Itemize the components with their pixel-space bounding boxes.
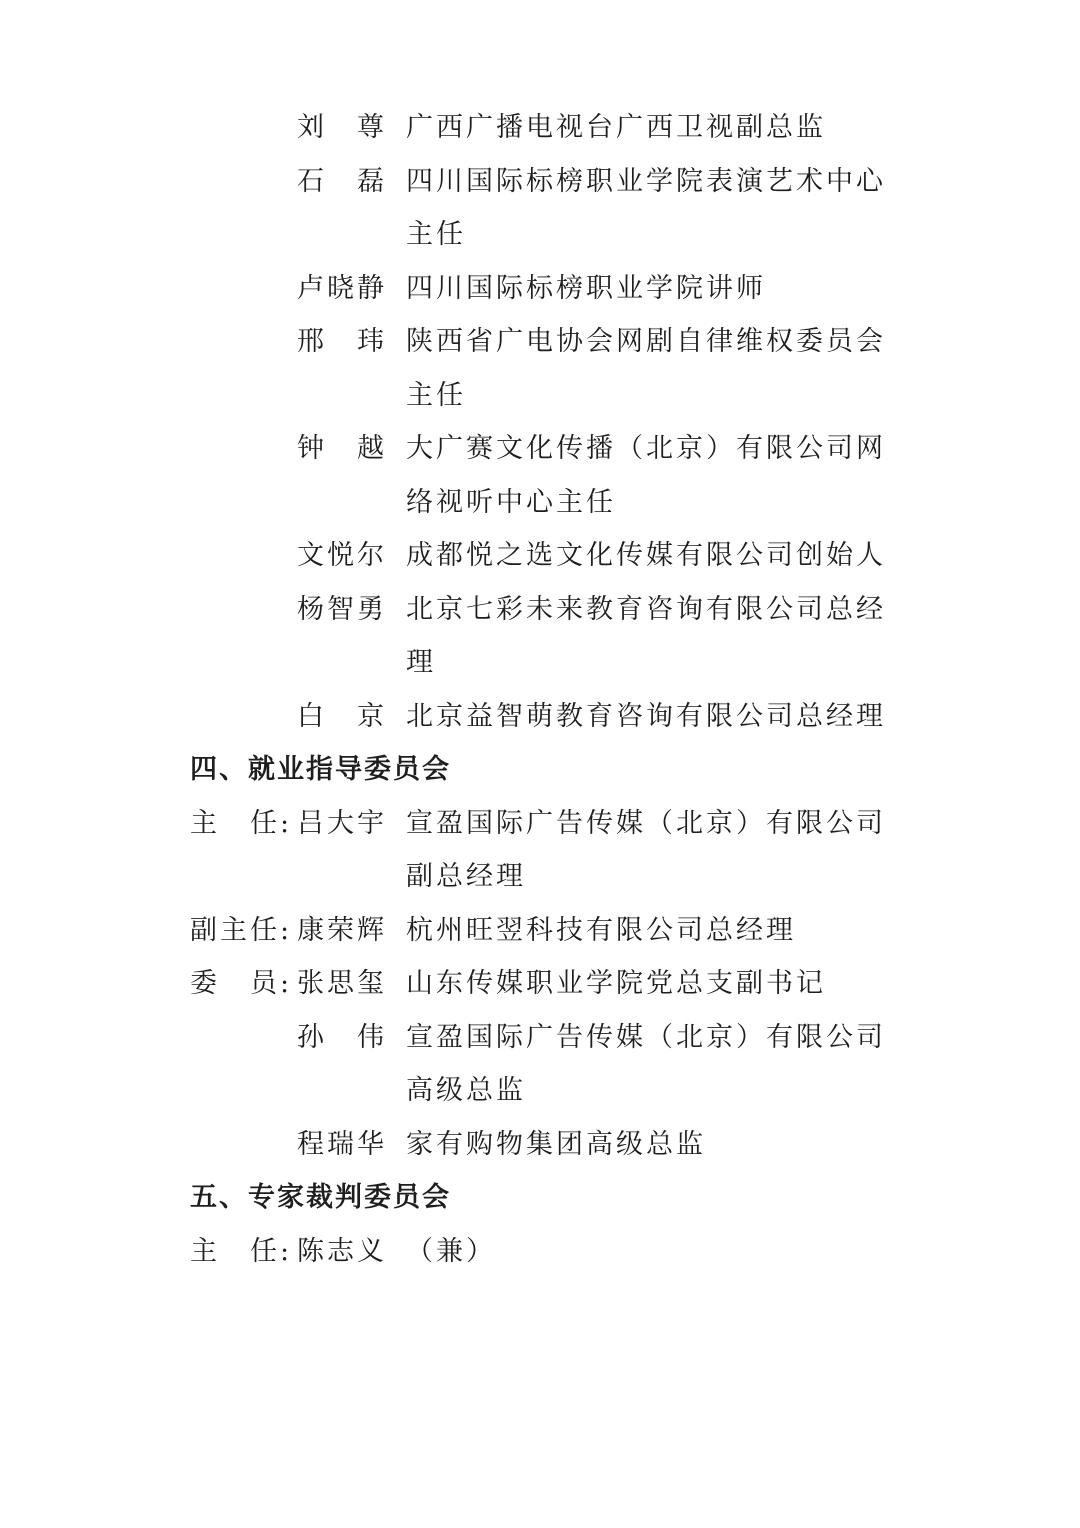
member-name: 石 磊	[297, 165, 387, 197]
member-row	[0, 155, 1080, 209]
member-title: 宣盈国际广告传媒（北京）有限公司	[406, 807, 886, 839]
member-row	[0, 1011, 1080, 1065]
role-spacer	[190, 1011, 297, 1065]
role-spacer	[190, 583, 297, 637]
member-role: 副主任:	[190, 914, 293, 946]
member-name: 杨智勇	[297, 593, 387, 625]
name-spacer	[297, 476, 406, 530]
section-heading	[0, 1171, 1080, 1225]
role-spacer	[190, 1118, 297, 1172]
member-name: 张思玺	[297, 968, 387, 999]
role-spacer	[190, 690, 297, 744]
member-row	[0, 690, 1080, 744]
member-title: 北京益智萌教育咨询有限公司总经理	[406, 700, 886, 732]
role-spacer	[190, 636, 297, 690]
member-name: 文悦尔	[297, 540, 387, 571]
member-title: 理	[406, 647, 436, 678]
member-role: 主 任:	[190, 807, 293, 839]
member-row	[0, 1225, 1080, 1279]
name-spacer	[297, 369, 406, 423]
role-spacer	[190, 208, 297, 262]
member-row	[0, 101, 1080, 155]
member-title-continuation	[0, 369, 1080, 423]
role-spacer	[190, 476, 297, 530]
member-title-continuation	[0, 476, 1080, 530]
member-name: 卢晓静	[297, 272, 387, 304]
role-spacer	[190, 529, 297, 583]
member-row	[0, 904, 1080, 958]
member-title: 山东传媒职业学院党总支副书记	[406, 968, 826, 999]
role-spacer	[190, 315, 297, 369]
member-row	[0, 1118, 1080, 1172]
section-4-heading: 四、就业指导委员会	[190, 754, 451, 785]
role-spacer	[190, 369, 297, 423]
member-title: 络视听中心主任	[406, 486, 616, 518]
name-spacer	[297, 636, 406, 690]
member-title: 家有购物集团高级总监	[406, 1128, 706, 1160]
member-row	[0, 797, 1080, 851]
member-title-continuation	[0, 850, 1080, 904]
role-spacer	[190, 155, 297, 209]
member-name: 陈志义	[297, 1235, 387, 1267]
member-title: 宣盈国际广告传媒（北京）有限公司	[406, 1021, 886, 1053]
section-heading	[0, 743, 1080, 797]
role-spacer	[190, 101, 297, 155]
member-row	[0, 262, 1080, 316]
member-name: 白 京	[297, 700, 387, 732]
member-title: 四川国际标榜职业学院表演艺术中心	[406, 165, 886, 197]
member-role: 主 任:	[190, 1235, 293, 1267]
member-title: 大广赛文化传播（北京）有限公司网	[406, 433, 886, 464]
member-title: 广西广播电视台广西卫视副总监	[406, 112, 826, 143]
member-name: 吕大宇	[297, 807, 387, 839]
member-row	[0, 957, 1080, 1011]
member-title: 成都悦之选文化传媒有限公司创始人	[406, 540, 886, 571]
member-title: 陕西省广电协会网剧自律维权委员会	[406, 326, 886, 357]
member-title-continuation	[0, 636, 1080, 690]
member-name: 邢 玮	[297, 326, 387, 357]
member-title: 四川国际标榜职业学院讲师	[406, 272, 766, 304]
member-name: 程瑞华	[297, 1128, 387, 1160]
member-title: 高级总监	[406, 1075, 526, 1106]
member-title-continuation	[0, 208, 1080, 262]
member-title: 主任	[406, 219, 466, 250]
member-list	[0, 101, 1080, 1278]
member-name: 康荣辉	[297, 914, 387, 946]
name-spacer	[297, 208, 406, 262]
member-row	[0, 315, 1080, 369]
role-spacer	[190, 422, 297, 476]
member-row	[0, 422, 1080, 476]
member-title: 北京七彩未来教育咨询有限公司总经	[406, 593, 886, 625]
member-role: 委 员:	[190, 968, 293, 999]
member-title-continuation	[0, 1064, 1080, 1118]
role-spacer	[190, 262, 297, 316]
name-spacer	[297, 850, 406, 904]
member-name: 钟 越	[297, 433, 387, 464]
role-spacer	[190, 850, 297, 904]
name-spacer	[297, 1064, 406, 1118]
member-title: （兼）	[406, 1235, 496, 1267]
member-name: 刘 尊	[297, 112, 387, 143]
member-row	[0, 583, 1080, 637]
role-spacer	[190, 1064, 297, 1118]
member-row	[0, 529, 1080, 583]
member-title: 杭州旺翌科技有限公司总经理	[406, 914, 796, 946]
member-title: 主任	[406, 379, 466, 411]
section-5-heading: 五、专家裁判委员会	[190, 1182, 451, 1213]
member-title: 副总经理	[406, 861, 526, 892]
member-name: 孙 伟	[297, 1021, 387, 1053]
